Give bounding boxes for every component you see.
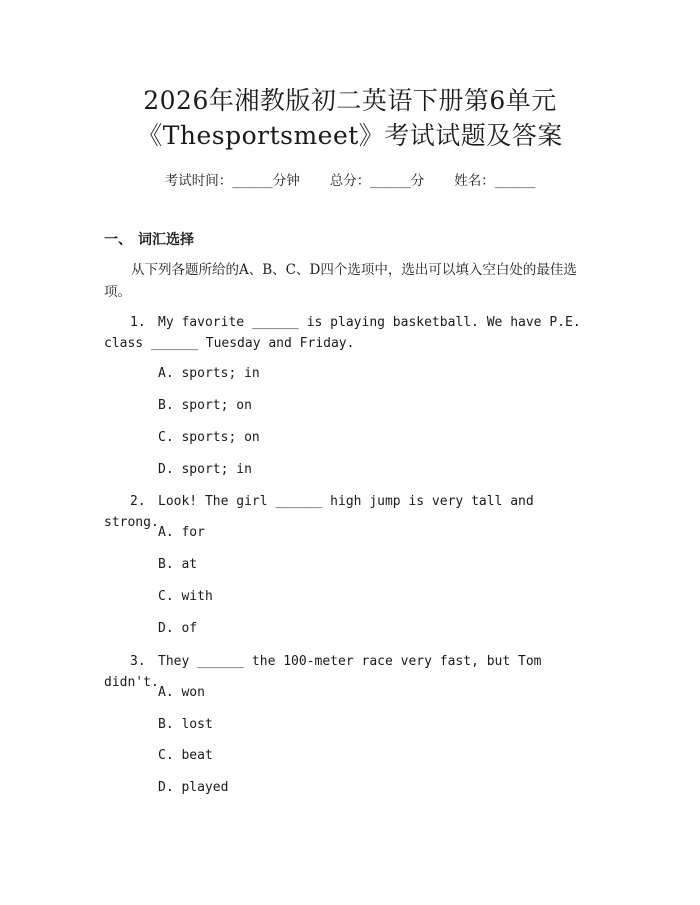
option-2a: A. for [158,525,205,540]
option-2b: B. at [158,557,198,572]
question-number: 1. [130,315,146,330]
student-name-field: 姓名：______ [454,173,536,189]
question-text: My favorite ______ is playing basketball. We have P.E. class ______ Tuesday and Friday. [104,315,581,351]
question-text: Look! The girl ______ high jump is very tall and strong. [104,494,534,530]
option-3c: C. beat [158,748,213,763]
question-text: They ______ the 100-meter race very fast, but Tom didn't. [104,654,542,690]
option-1b: B. sport; on [158,398,252,413]
section-heading [104,229,194,249]
option-3d: D. played [158,780,229,795]
title-line-2: 《Thesportsmeet》考试试题及答案 [137,121,563,150]
option-3b: B. lost [158,717,213,732]
question-1 [104,312,594,354]
option-2d: D. of [158,621,198,636]
title-line-1: 2026年湘教版初二英语下册第6单元 [143,86,557,115]
exam-time-field: 考试时间：______分钟 [164,173,300,189]
option-1c: C. sports; on [158,430,260,445]
exam-info-line [0,169,700,189]
option-2c: C. with [158,589,213,604]
section-number: 一、 [104,232,132,248]
total-score-field: 总分：______分 [329,173,425,189]
question-number: 2. [130,494,146,509]
section-instruction: 从下列各题所给的A、B、C、D四个选项中，选出可以填入空白处的最佳选项。 [104,262,577,300]
section-title: 词汇选择 [138,232,194,248]
option-1d: D. sport; in [158,462,252,477]
option-3a: A. won [158,685,205,700]
option-1a: A. sports; in [158,366,260,381]
question-number: 3. [130,654,146,669]
